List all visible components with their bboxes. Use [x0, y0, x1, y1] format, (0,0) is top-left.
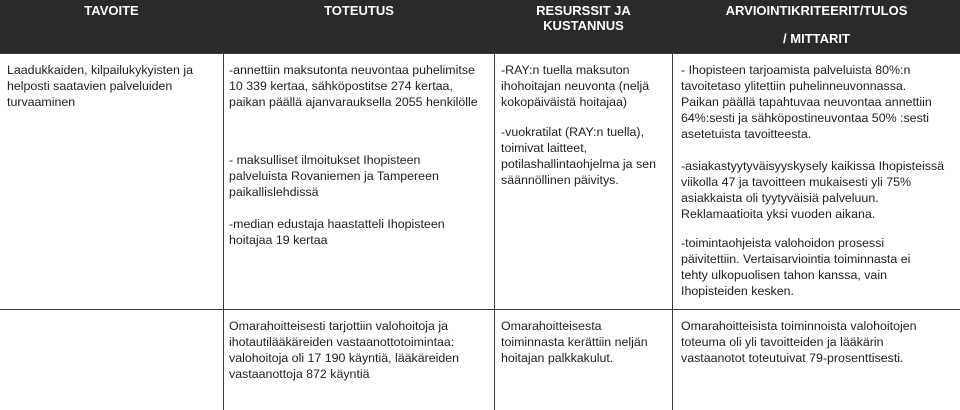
- row1-criteria-2: -asiakastyytyväisyyskysely kaikissa Ihopisteissä viikolla 47 ja tavoitteen mukaisesti yli 75% asiakkaista oli tyytyväisiä palveluun. Reklamaatioita yksi vuoden aikana.: [681, 159, 945, 221]
- header-implementation: [224, 0, 494, 53]
- row1-implementation-2: - maksulliset ilmoitukset Ihopisteen palveluista Rovaniemen ja Tampereen paikallislehdissä: [229, 153, 439, 199]
- row1-implementation-1: -annettiin maksutonta neuvontaa puhelimitse 10 339 kertaa, sähköpostitse 274 kertaa, paikan päällä ajanvarauksella 2055 henkilölle: [229, 63, 478, 109]
- header-goal-label: TAVOITE: [84, 3, 139, 18]
- row2-implementation-1: Omarahoitteisesti tarjottiin valohoitoja ja ihotautilääkäreiden vastaanottotoimintaa: valohoitoja oli 17 190 käyntiä, lääkäreiden vastaanottoja 872 käyntiä: [229, 319, 460, 381]
- header-criteria-sublabel: / MITTARIT: [783, 31, 850, 46]
- row1-goal: Laadukkaiden, kilpailukykyisten ja helposti saatavien palveluiden turvaaminen: [7, 63, 193, 109]
- row2-resources-1: Omarahoitteisesta toiminnasta kerättiin neljän hoitajan palkkakulut.: [501, 319, 648, 365]
- header-criteria-label: ARVIOINTIKRITEERIT/TULOS: [725, 3, 908, 18]
- row1-criteria-1: - Ihopisteen tarjoamista palveluista 80%:n tavoitetaso ylitettiin puhelinneuvonnassa. Paikan päällä tapahtuvaa neuvontaa annettiin 64%:sesti ja sähköpostineuvontaa 50% :sesti asetetuista tavoitteesta.: [681, 63, 932, 141]
- table-header: [0, 0, 960, 53]
- column-divider: [672, 53, 673, 410]
- row1-resources-2: -vuokratilat (RAY:n tuella), toimivat laitteet, potilashallintaohjelma ja sen säännöllinen päivitys.: [501, 125, 656, 187]
- header-criteria: [673, 0, 960, 53]
- row-divider: [0, 53, 960, 54]
- header-implementation-label: TOTEUTUS: [324, 3, 394, 18]
- header-goal: [0, 0, 223, 53]
- row2-criteria-1: Omarahoitteisista toiminnoista valohoitojen toteuma oli yli tavoitteiden ja lääkärin vastaanotot toteutuivat 79-prosenttisesti.: [681, 319, 917, 365]
- row1-criteria-3: -toimintaohjeista valohoidon prosessi päivitettiin. Vertaisarviointia toiminnasta ei tehty ulkopuolisen tahon kanssa, vain Ihopisteiden kesken.: [681, 236, 911, 298]
- header-resources-label: RESURSSIT JA KUSTANNUS: [536, 3, 631, 33]
- header-resources: [495, 0, 672, 53]
- column-divider: [223, 53, 224, 410]
- row1-resources-1: -RAY:n tuella maksuton ihohoitajan neuvonta (neljä kokopäiväistä hoitajaa): [501, 63, 650, 109]
- column-divider: [494, 53, 495, 410]
- row-divider: [0, 309, 960, 310]
- row1-implementation-3: -median edustaja haastatteli Ihopisteen hoitajaa 19 kertaa: [229, 217, 445, 247]
